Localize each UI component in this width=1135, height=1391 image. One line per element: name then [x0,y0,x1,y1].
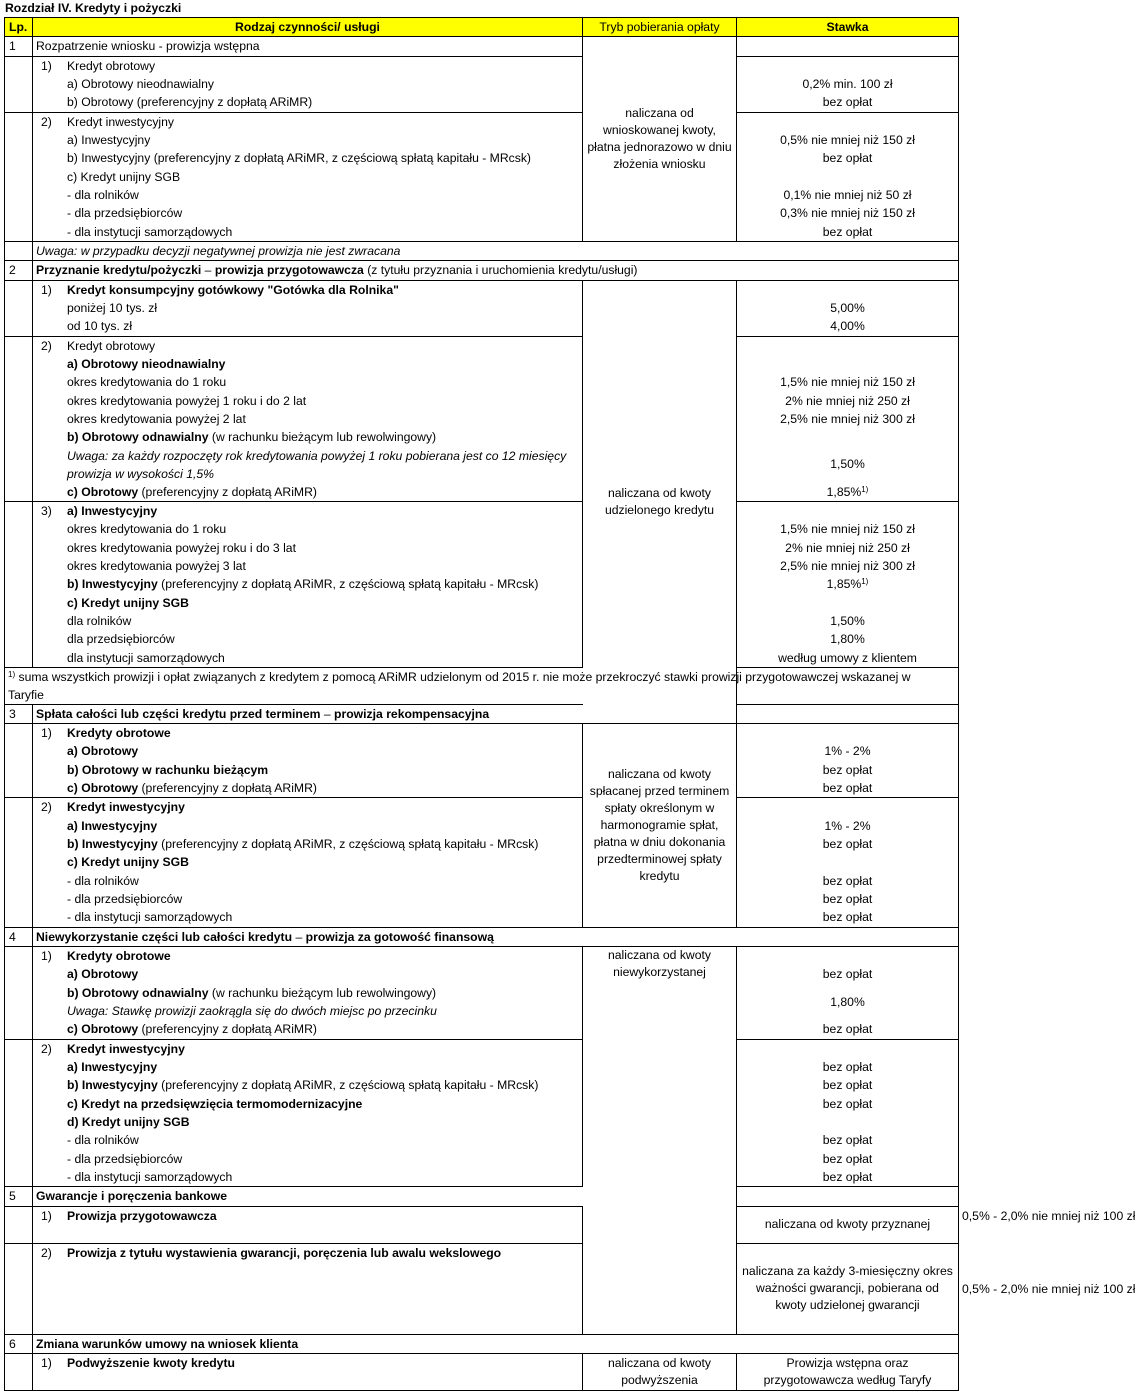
table-row: b) Obrotowy w rachunku bieżącym bez opłat [5,761,959,779]
table-row: c) Kredyt unijny SGB [5,853,959,871]
table-row: a) Obrotowy nieodnawialny [5,355,959,373]
col-mode: Tryb pobierania opłaty [583,18,737,37]
table-row: 3) a) Inwestycyjny [5,501,959,520]
mode-cell: naliczana od wnioskowanej kwoty, płatna jednorazowo w dniu złożenia wniosku [583,37,737,242]
table-row: dla przedsiębiorców 1,80% [5,630,959,648]
table-row: a) Inwestycyjny 0,5% nie mniej niż 150 zł [5,131,959,149]
table-row: dla rolników 1,50% [5,612,959,630]
table-row: - dla przedsiębiorców bez opłat [5,890,959,908]
table-row: 1) Kredyt konsumpcyjny gotówkowy "Gotówka dla Rolnika" naliczana od kwoty udzielonego kredytu [5,280,959,299]
mode-cell: naliczana od kwoty udzielonego kredytu [583,280,737,724]
col-name: Rodzaj czynności/ usługi [33,18,583,37]
table-row: c) Obrotowy (preferencyjny z dopłatą ARiMR) bez opłat [5,1020,959,1039]
table-row: - dla instytucji samorządowych bez opłat [5,1168,959,1187]
table-row: a) Obrotowy bez opłat [5,965,959,983]
table-row: 2) Kredyt obrotowy [5,336,959,355]
table-row: od 10 tys. zł 4,00% [5,317,959,336]
table-row: c) Obrotowy (preferencyjny z dopłatą ARiMR) 1,85%$^{1)}$ [5,483,959,502]
table-row: - dla przedsiębiorców 0,3% nie mniej niż 150 zł [5,204,959,222]
col-rate: Stawka [737,18,959,37]
table-row: - dla rolników 0,1% nie mniej niż 50 zł [5,186,959,204]
table-row: 2 Przyznanie kredytu/pożyczki – prowizja przygotowawcza (z tytułu przyznania i uruchomienia kredytu/usługi) [5,261,959,280]
table-row: a) Obrotowy 1% - 2% [5,742,959,760]
table-row: 1) Prowizja przygotowawcza naliczana od kwoty przyznanej 0,5% - 2,0% nie mniej niż 100 zł [5,1206,959,1243]
table-row: a) Inwestycyjny 1% - 2% [5,817,959,835]
table-row: b) Inwestycyjny (preferencyjny z dopłatą ARiMR, z częściową spłatą kapitału - MRcsk) bez opłat [5,1076,959,1094]
table-row: Uwaga: Stawkę prowizji zaokrągla się do dwóch miejsc po przecinku [5,1002,959,1020]
table-row: Uwaga: za każdy rozpoczęty rok kredytowania powyżej 1 roku pobierana jest co 12 miesięcy prowizja w wysokości 1,5% 1,50% [5,447,959,483]
table-row: c) Kredyt unijny SGB [5,168,959,186]
table-row: okres kredytowania do 1 roku 1,5% nie mniej niż 150 zł [5,373,959,391]
table-row: b) Obrotowy odnawialny (w rachunku bieżącym lub rewolwingowy) 1,80% [5,984,959,1002]
table-row: poniżej 10 tys. zł 5,00% [5,299,959,317]
table-row: dla instytucji samorządowych według umowy z klientem [5,649,959,668]
table-row: c) Kredyt unijny SGB [5,594,959,612]
table-row: - dla rolników bez opłat [5,1131,959,1149]
table-row: 2) Kredyt inwestycyjny [5,798,959,817]
table-row: 2) Kredyt inwestycyjny [5,1039,959,1058]
table-header [5,18,959,37]
table-row: d) Kredyt unijny SGB [5,1113,959,1131]
table-row: 1) Kredyty obrotowe naliczana od kwoty niewykorzystanej [5,947,959,966]
table-row: 1) Kredyt obrotowy [5,56,959,75]
mode-cell: naliczana od kwoty niewykorzystanej [583,947,737,984]
table-row: c) Kredyt na przedsięwzięcia termomodernizacyjne bez opłat [5,1095,959,1113]
col-lp: Lp. [5,18,33,37]
table-row: 2) Kredyt inwestycyjny [5,112,959,131]
table-row: 5 Gwarancje i poręczenia bankowe [5,1187,959,1206]
mode-cell: naliczana od kwoty spłacanej przed terminem spłaty określonym w harmonogramie spłat, płatna w dniu dokonania przedterminowej spłaty kredytu [583,724,737,928]
table-row: - dla instytucji samorządowych bez opłat [5,223,959,242]
table-row: - dla instytucji samorządowych bez opłat [5,908,959,927]
table-row: 4 Niewykorzystanie części lub całości kredytu – prowizja za gotowość finansową [5,927,959,946]
table-row: 1) Podwyższenie kwoty kredytu naliczana od kwoty podwyższenia Prowizja wstępna oraz przygotowawcza według Taryfy [5,1354,959,1391]
table-row: a) Obrotowy nieodnawialny 0,2% min. 100 zł [5,75,959,93]
table-row: b) Obrotowy (preferencyjny z dopłatą ARiMR) bez opłat [5,93,959,112]
table-row: - dla rolników bez opłat [5,872,959,890]
table-row: okres kredytowania powyżej 3 lat 2,5% nie mniej niż 300 zł [5,557,959,575]
table-row: b) Obrotowy odnawialny (w rachunku bieżącym lub rewolwingowy) [5,428,959,446]
table-row: c) Obrotowy (preferencyjny z dopłatą ARiMR) bez opłat [5,779,959,798]
table-row: okres kredytowania do 1 roku 1,5% nie mniej niż 150 zł [5,520,959,538]
table-row: a) Inwestycyjny bez opłat [5,1058,959,1076]
table-row: b) Inwestycyjny (preferencyjny z dopłatą ARiMR, z częściową spłatą kapitału - MRcsk) bez opłat [5,149,959,167]
table-row: b) Inwestycyjny (preferencyjny z dopłatą ARiMR, z częściową spłatą kapitału - MRcsk) 1,85%$^{1)}$ [5,575,959,593]
table-row: 1) Kredyty obrotowe naliczana od kwoty spłacanej przed terminem spłaty określonym w harmonogramie spłat, płatna w dniu dokonania przedterminowej spłaty kredytu [5,724,959,743]
table-row: okres kredytowania powyżej roku i do 3 lat 2% nie mniej niż 250 zł [5,539,959,557]
fee-table [4,17,1135,1391]
table-row: Uwaga: w przypadku decyzji negatywnej prowizja nie jest zwracana [5,241,959,260]
table-row: okres kredytowania powyżej 2 lat 2,5% nie mniej niż 300 zł [5,410,959,428]
table-row: - dla przedsiębiorców bez opłat [5,1150,959,1168]
footnote-row: $^{1)}$ suma wszystkich prowizji i opłat związanych z kredytem z pomocą ARiMR udzielonym od 2015 r. nie może przekroczyć stawki prowizji przygotowawczej wskazanej w Taryfie [5,667,959,704]
section-title: Rozdział IV. Kredyty i pożyczki [5,1,182,15]
table-row: 6 Zmiana warunków umowy na wniosek klienta [5,1334,959,1353]
table-row: b) Inwestycyjny (preferencyjny z dopłatą ARiMR, z częściową spłatą kapitału - MRcsk) bez opłat [5,835,959,853]
table-row: 1 Rozpatrzenie wniosku - prowizja wstępna naliczana od wnioskowanej kwoty, płatna jednorazowo w dniu złożenia wniosku [5,37,959,56]
table-row: 2) Prowizja z tytułu wystawienia gwarancji, poręczenia lub awalu wekslowego naliczana za każdy 3-miesięczny okres ważności gwarancji, pobierana od kwoty udzielonej gwarancji 0,5% - 2,0% nie mniej niż 100 zł [5,1243,959,1334]
table-row: 3 Spłata całości lub części kredytu przed terminem – prowizja rekompensacyjna [5,704,959,723]
table-row: okres kredytowania powyżej 1 roku i do 2 lat 2% nie mniej niż 250 zł [5,392,959,410]
